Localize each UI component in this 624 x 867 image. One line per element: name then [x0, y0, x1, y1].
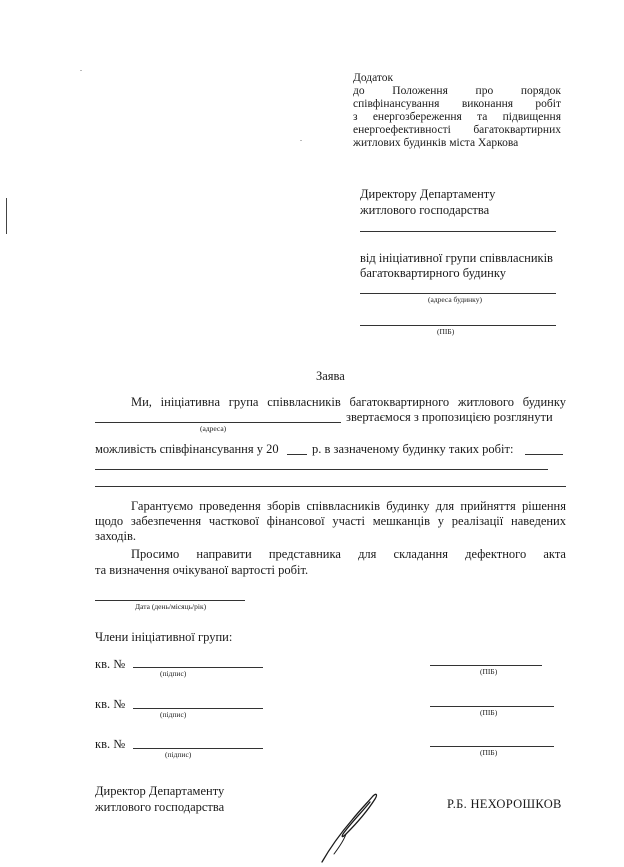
signature-image [310, 788, 390, 866]
from-line: від ініціативної групи співвласників [360, 251, 553, 265]
signature-caption: (підпис) [160, 669, 187, 678]
works-blank-line [95, 486, 566, 487]
director-name: Р.Б. НЕХОРОШКОВ [447, 797, 562, 811]
statement-p1-line1: Ми, ініціативна група співвласників багатоквартирного житлового будинку [131, 395, 566, 409]
signature-caption: (підпис) [160, 710, 187, 719]
works-blank-line [95, 469, 548, 470]
pib-blank-line [360, 325, 556, 326]
statement-p1-line2: звертаємося з пропозицією розглянути [346, 410, 553, 424]
appendix-line: співфінансування виконання робіт [353, 98, 561, 110]
pib-blank-line [430, 665, 542, 666]
statement-p1-line3-b: р. в зазначеному будинку таких робіт: [312, 442, 514, 456]
appendix-line: енергоефективності багатоквартирних [353, 124, 561, 136]
statement-p3-line1: Просимо направити представника для складання дефектного акта [131, 547, 566, 561]
director-title-line: житлового господарства [95, 800, 225, 814]
address-blank-line [360, 293, 556, 294]
appendix-line: з енергозбереження та підвищення [353, 111, 561, 123]
scan-mark [6, 198, 7, 234]
appendix-title: Додаток [353, 72, 394, 84]
apartment-label: кв. № [95, 737, 126, 751]
recipient-line: Директору Департаменту [360, 187, 496, 201]
apartment-label: кв. № [95, 657, 126, 671]
works-blank-line [525, 454, 563, 455]
recipient-line: житлового господарства [360, 203, 490, 217]
pib-caption: (ПІБ) [480, 667, 498, 676]
statement-p1-line3-a: можливість співфінансування у 20 [95, 442, 279, 456]
pib-caption: (ПІБ) [437, 327, 455, 336]
scan-dot [300, 140, 302, 141]
date-caption: Дата (день/місяць/рік) [135, 602, 207, 611]
apartment-label: кв. № [95, 697, 126, 711]
scan-dot [80, 70, 82, 71]
address-caption: (адреса) [200, 424, 227, 433]
statement-p2: Гарантуємо проведення зборів співвласників будинку для прийняття рішення щодо забезпечення часткової фінансової участі мешканців у реалізації наведених заходів. [95, 499, 566, 543]
signature-blank-line [133, 708, 263, 709]
pib-blank-line [430, 706, 554, 707]
appendix-block [353, 72, 561, 150]
members-heading: Члени ініціативної групи: [95, 630, 233, 644]
address-caption: (адреса будинку) [428, 295, 482, 304]
from-line: багатоквартирного будинку [360, 266, 507, 280]
appendix-line: житлових будинків міста Харкова [353, 137, 519, 149]
address-blank-line [95, 422, 341, 423]
year-blank-line [287, 454, 307, 455]
signature-blank-line [133, 748, 263, 749]
signature-caption: (підпис) [165, 750, 192, 759]
pib-caption: (ПІБ) [480, 708, 498, 717]
director-title-line: Директор Департаменту [95, 784, 225, 798]
pib-blank-line [430, 746, 554, 747]
signature-blank-line [133, 667, 263, 668]
date-blank-line [95, 600, 245, 601]
statement-p3-line2: та визначення очікуваної вартості робіт. [95, 563, 309, 577]
statement-title: Заява [316, 369, 345, 383]
recipient-blank-line [360, 231, 556, 232]
appendix-line: до Положення про порядок [353, 85, 561, 97]
pib-caption: (ПІБ) [480, 748, 498, 757]
